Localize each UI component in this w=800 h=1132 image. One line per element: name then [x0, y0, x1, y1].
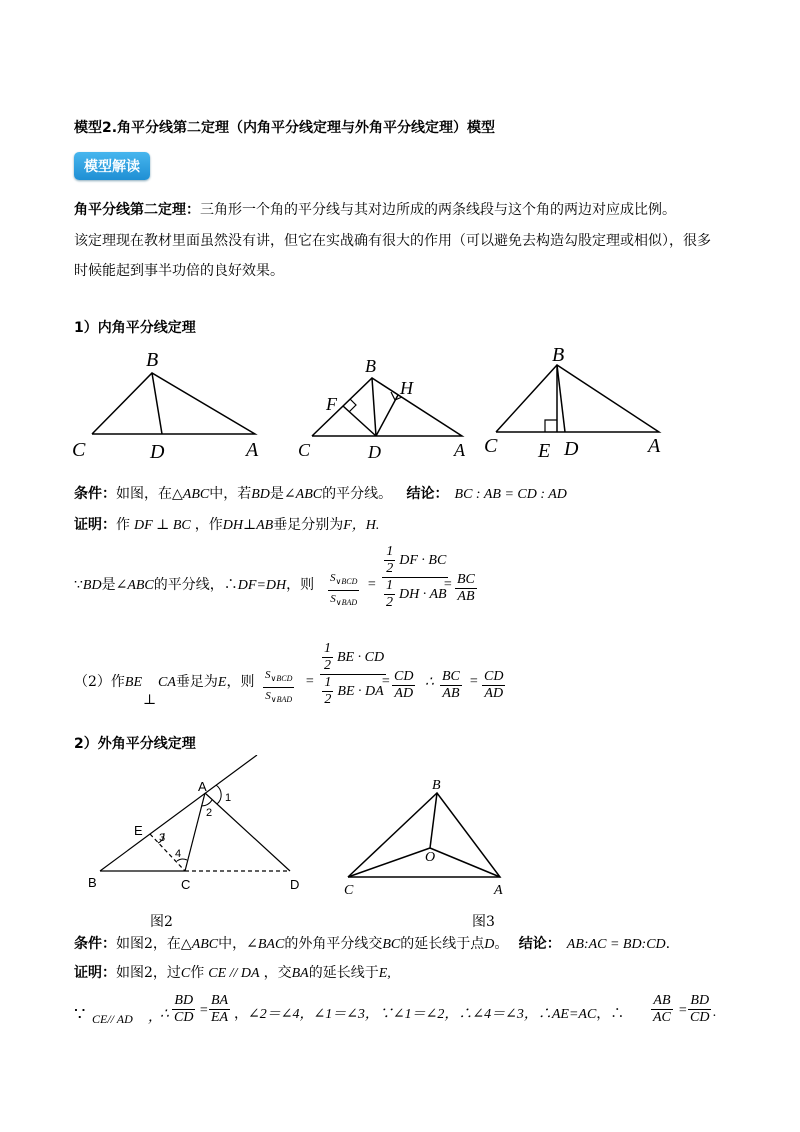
area-ratio-2	[263, 667, 294, 708]
proof-text: ，作	[194, 517, 223, 533]
frac-ab: AB	[457, 589, 475, 604]
ba-ea-frac	[209, 993, 230, 1026]
frac-cd: CD	[394, 669, 414, 684]
s-sub: ∨BAD	[270, 695, 293, 705]
ab-ac-frac	[651, 993, 673, 1026]
proof-ca: CA	[158, 675, 176, 690]
perp-sign: ⊥	[143, 693, 157, 708]
half-den: 2	[386, 561, 394, 576]
half-den: 2	[324, 692, 332, 707]
proof-label: 证明：	[74, 965, 116, 981]
f1-label-a: A	[246, 439, 259, 461]
figure-fig3	[344, 778, 503, 898]
half-num: 1	[324, 675, 332, 690]
bc-ab-frac	[455, 572, 477, 605]
because-sign: ∵	[74, 1004, 86, 1024]
half-den: 2	[386, 595, 393, 610]
proof-text: 作	[116, 517, 130, 533]
proof-dh: DH⊥AB	[222, 518, 274, 533]
fig3-label-c: C	[344, 883, 354, 898]
model-badge: 模型解读	[74, 152, 150, 180]
cond-label: 条件：	[74, 936, 116, 952]
proof-ce-da: CE // DA	[208, 966, 260, 981]
bd-cd-frac	[172, 993, 195, 1026]
proof-text: 的延长线于	[308, 965, 379, 981]
s-symbol: S	[330, 593, 336, 606]
fig3-label-b: B	[432, 778, 441, 793]
half-num: 1	[324, 641, 331, 656]
f2-label-d: D	[368, 442, 381, 462]
f1-label-c: C	[72, 439, 86, 461]
proof-abc: ABC	[127, 578, 154, 593]
inner-condition	[74, 484, 567, 505]
inner-proof-3-text	[74, 672, 254, 693]
angle-relations: ∠2＝∠4，∠1＝∠3，∵∠1＝∠2，∴∠4＝∠3，∴	[248, 1007, 552, 1022]
f3-label-e: E	[538, 440, 551, 462]
equals-sign: =	[678, 1003, 688, 1018]
proof-text: 作	[190, 965, 205, 981]
angle-chain	[234, 1004, 624, 1025]
f3-label-b: B	[552, 344, 565, 366]
equals-sign: =	[443, 577, 453, 592]
outer-conclusion: AB:AC = BD:CD	[566, 937, 666, 952]
intro-para-2: 时候能起到事半功倍的良好效果。	[74, 263, 284, 279]
frac-bc: BC	[457, 572, 475, 587]
df-bc: DF · BC	[399, 552, 447, 568]
fig3-label-a: A	[494, 883, 503, 898]
frac-ac: AC	[653, 1010, 671, 1025]
proof-df-dh: DF=DH	[237, 578, 287, 593]
f2-label-c: C	[298, 440, 311, 460]
cond-bd: BD	[251, 487, 270, 502]
outer-bisector-figures	[80, 755, 540, 900]
fig2-label-a: A	[198, 779, 207, 794]
fig2-angle-4: 4	[175, 848, 182, 860]
therefore-sign: ∴	[610, 1006, 625, 1022]
theorem-def: 三角形一个角的平分线与其对边所成的两条线段与这个角的两边对应成比例。	[200, 202, 676, 218]
period: .	[665, 936, 671, 952]
figure-1	[72, 349, 259, 463]
f2-label-a: A	[454, 440, 465, 460]
equals-sign: =	[469, 674, 479, 689]
equals-sign: =	[367, 577, 377, 592]
proof-e: E,	[378, 966, 391, 981]
f2-label-f: F	[326, 394, 337, 414]
fig3-caption: 图3	[472, 914, 495, 930]
because-sign: ∵	[74, 577, 83, 593]
ce-parallel-ad: CE// AD	[92, 1012, 133, 1026]
proof-text: 的平分线，∴	[153, 577, 238, 593]
therefore-sign: ∴	[425, 675, 434, 690]
proof-text: ，交	[263, 965, 292, 981]
proof-label: 证明：	[74, 517, 116, 533]
fig2-angle-1: 1	[225, 792, 232, 804]
outer-bisector-heading: 2）外角平分线定理	[74, 736, 196, 752]
outer-condition	[74, 934, 670, 955]
cond-text: 。	[494, 936, 509, 952]
cond-bac: BAC	[257, 937, 285, 952]
area-ratio-expanded-1	[382, 544, 449, 611]
proof-text: 是∠	[101, 577, 128, 593]
cond-text: 是∠	[269, 486, 296, 502]
theorem-term: 角平分线第二定理：	[74, 202, 200, 218]
ae-equals-ac: AE=AC	[551, 1007, 597, 1022]
figure-fig2	[88, 755, 299, 892]
frac-bd: BD	[690, 993, 710, 1008]
proof-text: （2）作	[74, 674, 125, 690]
section-title: 模型2.角平分线第二定理（内角平分线定理与外角平分线定理）模型	[74, 120, 496, 136]
s-symbol: S	[265, 690, 271, 703]
frac-cd: CD	[690, 1010, 710, 1025]
inner-bisector-heading: 1）内角平分线定理	[74, 320, 196, 336]
half-frac	[384, 544, 395, 577]
cond-abc: ABC	[295, 487, 323, 502]
proof-text: 垂足分别为	[273, 517, 344, 533]
f1-label-b: B	[146, 349, 159, 371]
half-num: 1	[386, 544, 394, 559]
cond-text: 中，∠	[218, 936, 258, 952]
cond-text: 的平分线。	[322, 486, 393, 502]
fig2-angle-3: 3	[159, 832, 166, 844]
outer-proof-1	[74, 963, 391, 984]
cond-d: D	[484, 937, 495, 952]
cd-ad-frac	[392, 669, 415, 702]
half-frac	[384, 578, 395, 611]
cond-text: 如图2，在△	[116, 936, 192, 952]
s-symbol: S	[265, 669, 271, 681]
figure-3	[484, 344, 661, 462]
cd-ad-frac-2	[482, 669, 505, 702]
inner-proof-2-text	[74, 575, 314, 596]
cond-abc: ABC	[182, 487, 210, 502]
proof-e: E	[217, 675, 227, 690]
proof-df: DF ⊥ BC	[134, 518, 191, 533]
proof-text: ，则	[226, 674, 255, 690]
be-da: BE · DA	[337, 683, 384, 699]
period: .	[713, 1005, 717, 1020]
cond-text: 如图，在△	[116, 486, 183, 502]
half-den: 2	[324, 658, 331, 673]
fig2-label-c: C	[181, 877, 191, 892]
f2-label-b: B	[365, 356, 376, 376]
frac-ea: EA	[211, 1010, 229, 1025]
proof-ba: BA	[291, 966, 309, 981]
frac-ab: AB	[442, 686, 460, 701]
f1-label-d: D	[150, 441, 165, 463]
fig2-caption: 图2	[150, 914, 173, 930]
f3-label-d: D	[564, 438, 579, 460]
fig2-label-b: B	[88, 875, 97, 890]
figure-2	[298, 356, 466, 462]
half-num: 1	[386, 578, 393, 593]
proof-text: 如图2，过	[116, 965, 181, 981]
fig3-label-o: O	[425, 850, 436, 865]
frac-ad: AD	[484, 686, 504, 701]
equals-sign: =	[199, 1003, 209, 1018]
concl-label: 结论：	[518, 936, 561, 952]
proof-text: ，则	[286, 577, 315, 593]
inner-proof-1	[74, 515, 379, 536]
f3-label-c: C	[484, 435, 498, 457]
intro-para-1: 该定理现在教材里面虽然没有讲，但它在实战确有很大的作用（可以避免去构造勾股定理或相似），很多	[74, 233, 711, 249]
s-ratio	[328, 570, 359, 611]
comma: ，	[596, 1006, 611, 1022]
cond-text: 中，若	[209, 486, 252, 502]
fig2-angle-2: 2	[206, 807, 213, 819]
proof-fh: F，H.	[343, 518, 380, 533]
cond-label: 条件：	[74, 486, 116, 502]
concl-label: 结论：	[406, 486, 449, 502]
frac-ad: AD	[394, 686, 414, 701]
therefore-sign: ∴	[160, 1007, 169, 1022]
cond-text: 的外角平分线交	[284, 936, 383, 952]
s-sub: ∨BCD	[270, 674, 293, 684]
s-sub: ∨BAD	[335, 598, 358, 608]
be-cd: BE · CD	[337, 649, 385, 665]
frac-cd: CD	[174, 1010, 194, 1025]
proof-c: C	[180, 966, 191, 981]
cond-text: 的延长线于点	[400, 936, 485, 952]
bc-ab-frac-2	[440, 669, 462, 702]
proof-text: 垂足为	[175, 674, 218, 690]
fig2-label-e: E	[134, 823, 143, 838]
proof-bd: BD	[82, 578, 102, 593]
cond-abc: ABC	[191, 937, 219, 952]
s-sub: ∨BCD	[335, 577, 358, 587]
f3-label-a: A	[648, 435, 661, 457]
intro-definition	[74, 200, 676, 220]
frac-cd: CD	[484, 669, 504, 684]
cond-bc: BC	[382, 937, 401, 952]
outer-comma: ，	[148, 1010, 162, 1025]
frac-bd: BD	[174, 993, 194, 1008]
area-ratio-expanded-2	[320, 641, 386, 708]
comma: ，	[234, 1006, 248, 1022]
frac-ab: AB	[653, 993, 671, 1008]
area-ratio-1	[328, 570, 359, 611]
equals-sign: =	[305, 674, 315, 689]
dh-ab: DH · AB	[399, 586, 447, 602]
proof-be: BE	[124, 675, 143, 690]
frac-bc: BC	[442, 669, 460, 684]
bd-cd-frac-2	[688, 993, 711, 1026]
inner-bisector-figures	[60, 340, 680, 470]
equals-sign: =	[381, 674, 391, 689]
s-symbol: S	[330, 572, 336, 584]
frac-ba: BA	[211, 993, 229, 1008]
f2-label-h: H	[400, 378, 413, 398]
fig2-label-d: D	[290, 877, 300, 892]
inner-conclusion: BC : AB = CD : AD	[454, 487, 567, 502]
